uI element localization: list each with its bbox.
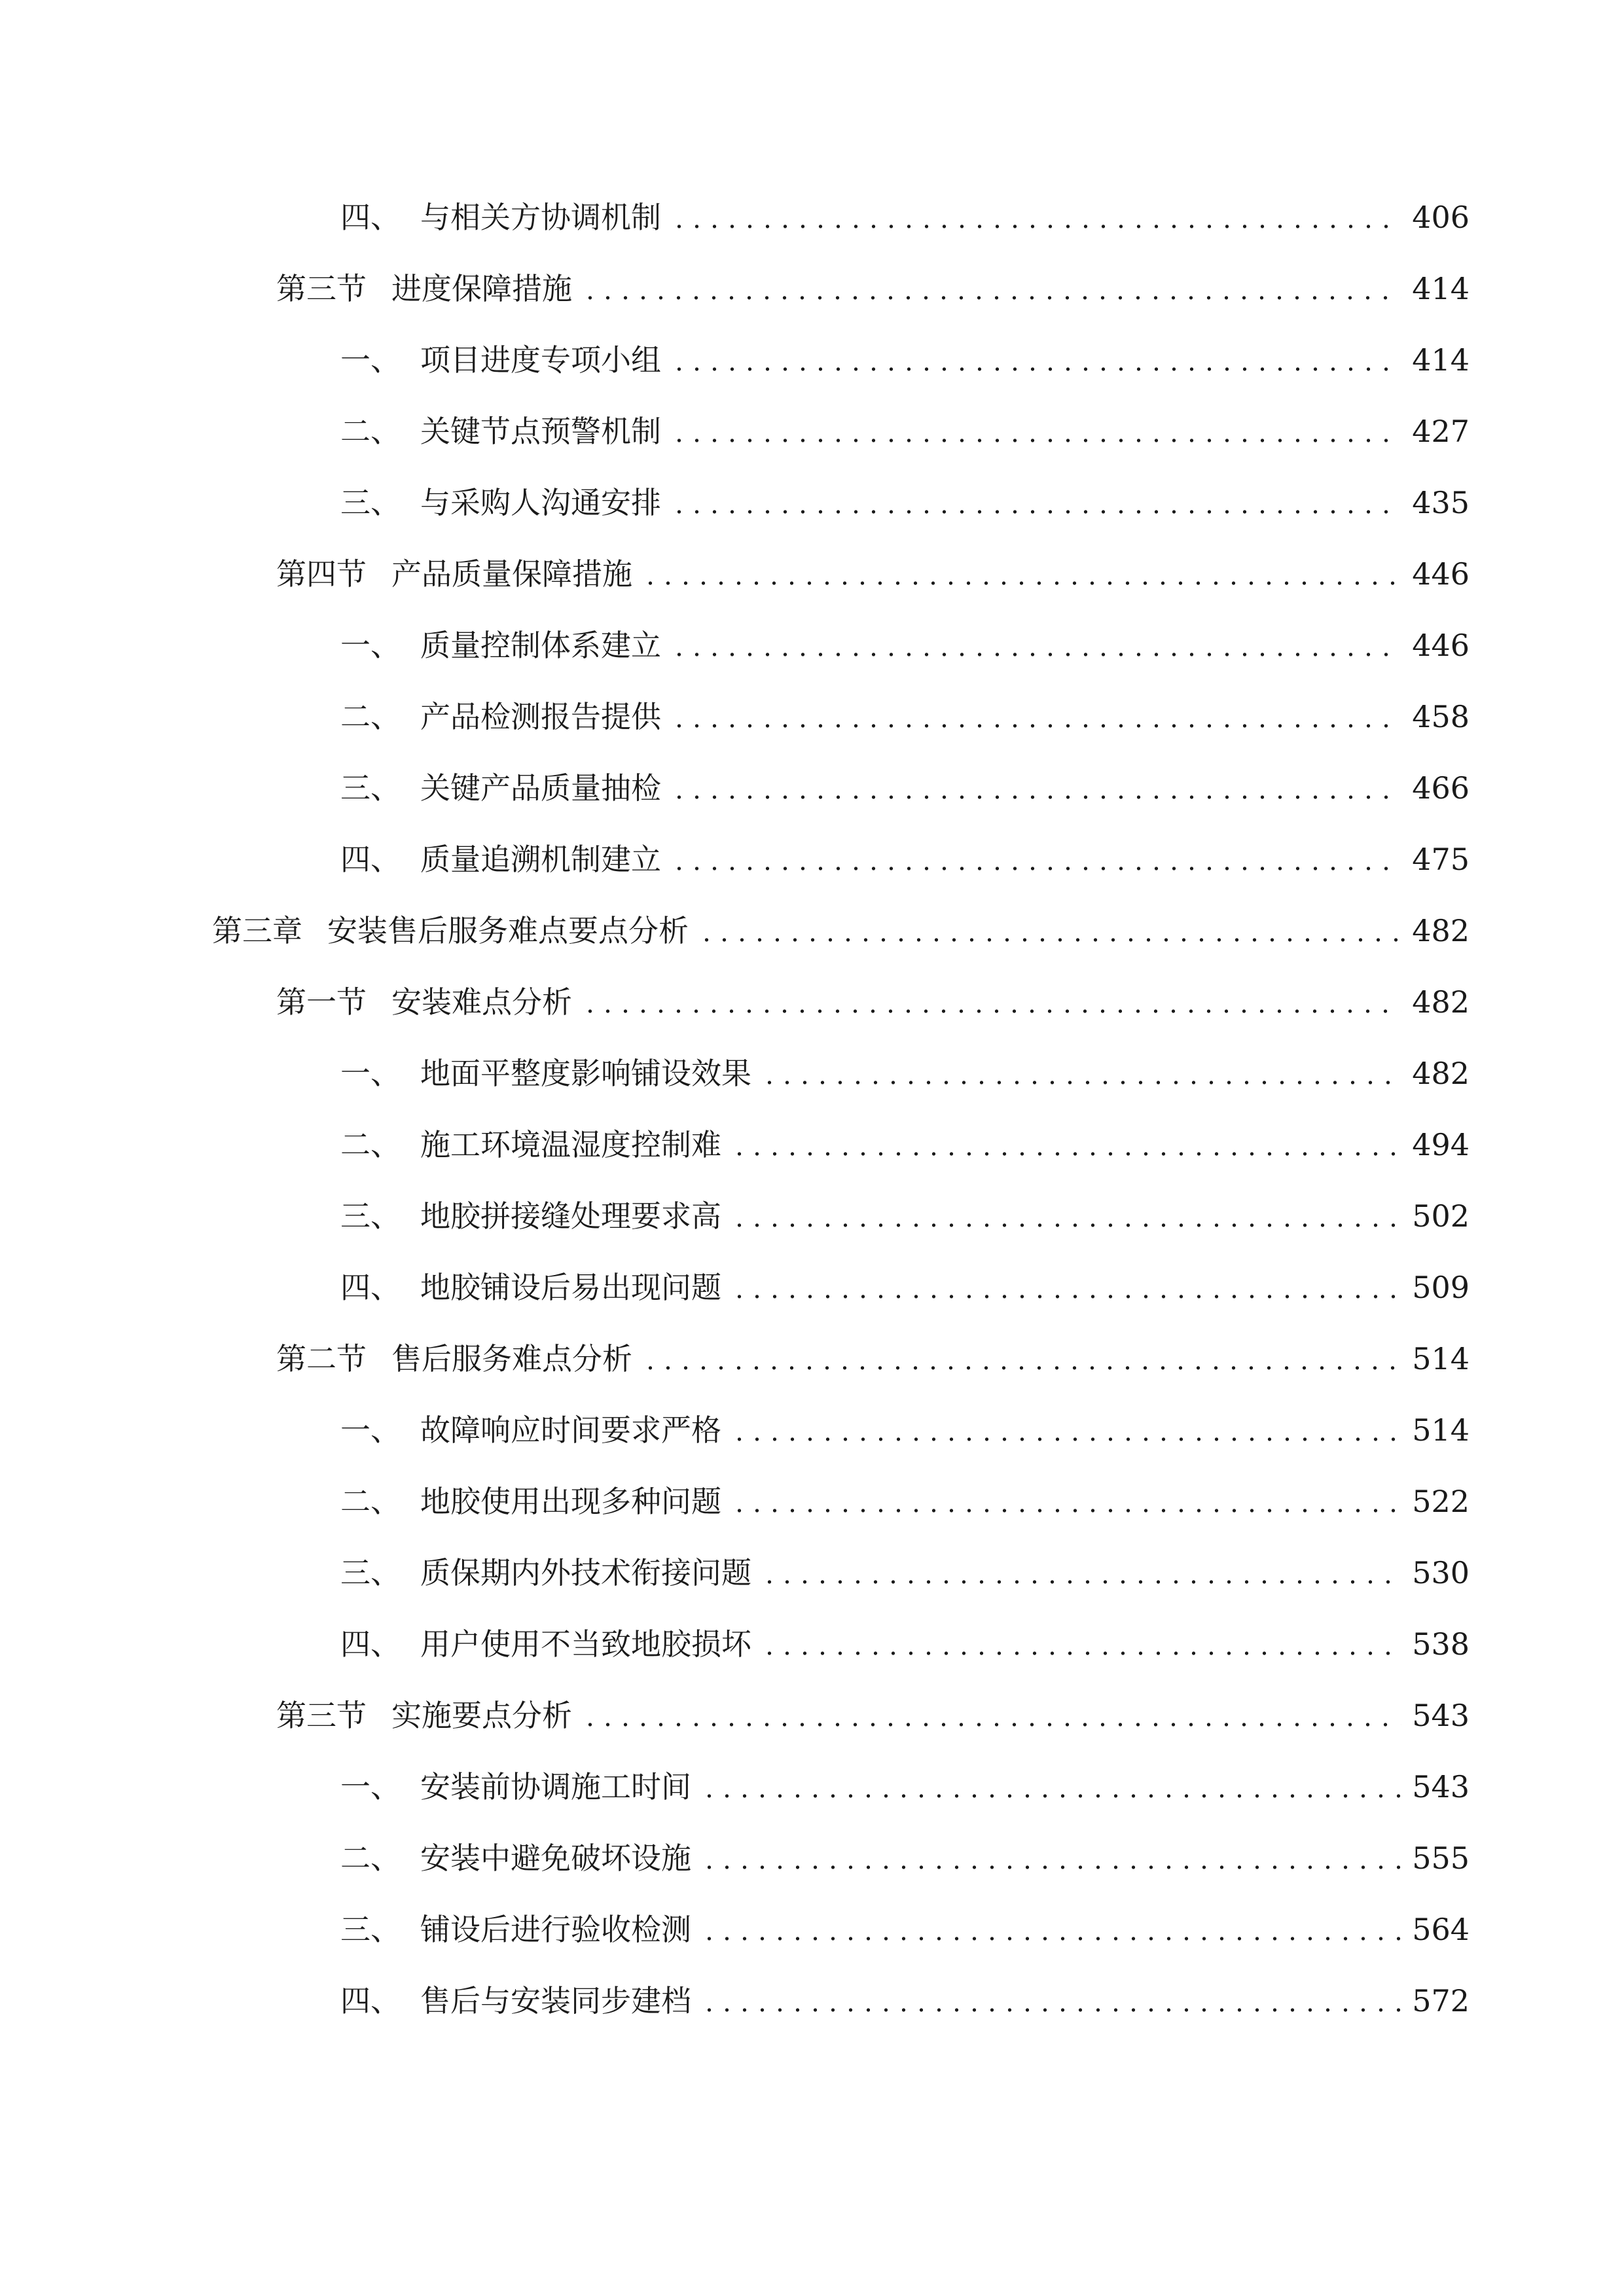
toc-entry-number: 三、 — [340, 1555, 401, 1590]
toc-entry[interactable] — [340, 1479, 1470, 1524]
toc-entry-number: 二、 — [340, 1127, 401, 1162]
toc-entry-title: 安装难点分析 — [391, 984, 572, 1020]
dot-leader — [731, 1509, 1401, 1513]
toc-entry-title: 关键节点预警机制 — [420, 414, 661, 449]
toc-entry-number: 二、 — [340, 699, 401, 734]
toc-entry[interactable] — [340, 1835, 1470, 1881]
toc-entry-number: 第一节 — [276, 984, 367, 1020]
toc-entry[interactable] — [340, 1050, 1470, 1096]
dot-leader — [731, 1295, 1401, 1299]
toc-entry[interactable] — [340, 1407, 1470, 1453]
toc-entry[interactable] — [340, 1550, 1470, 1596]
toc-entry-title: 实施要点分析 — [391, 1698, 572, 1733]
toc-entry-number: 第三节 — [276, 1698, 367, 1733]
toc-entry[interactable] — [340, 836, 1470, 882]
toc-entry[interactable] — [340, 1907, 1470, 1952]
toc-entry-title: 关键产品质量抽检 — [420, 770, 661, 806]
toc-entry-page: 564 — [1412, 1912, 1470, 1947]
toc-entry-page: 482 — [1412, 984, 1470, 1020]
toc-entry-number: 二、 — [340, 1840, 401, 1876]
toc-entry-page: 427 — [1412, 414, 1470, 449]
dot-leader — [761, 1081, 1401, 1085]
toc-entry-title: 安装售后服务难点要点分析 — [327, 913, 689, 948]
dot-leader — [731, 1152, 1401, 1156]
toc-entry-page: 414 — [1412, 271, 1470, 306]
toc-entry-title: 施工环境温湿度控制难 — [420, 1127, 721, 1162]
toc-entry-title: 故障响应时间要求严格 — [420, 1412, 721, 1448]
toc-entry-number: 一、 — [340, 1412, 401, 1448]
toc-entry-page: 482 — [1412, 913, 1470, 948]
toc-entry-page: 555 — [1412, 1840, 1470, 1876]
toc-entry-number: 三、 — [340, 770, 401, 806]
toc-entry-title: 地胶铺设后易出现问题 — [420, 1270, 721, 1305]
dot-leader — [731, 1223, 1401, 1227]
toc-entry-page: 446 — [1412, 628, 1470, 663]
toc-entry-title: 用户使用不当致地胶损坏 — [420, 1626, 751, 1662]
dot-leader — [700, 2008, 1401, 2012]
toc-entry-title: 产品检测报告提供 — [420, 699, 661, 734]
toc-entry-number: 第二节 — [276, 1341, 367, 1376]
toc-entry-page: 522 — [1412, 1484, 1470, 1519]
toc-entry-title: 产品质量保障措施 — [391, 556, 632, 592]
dot-leader — [670, 510, 1401, 514]
toc-entry-page: 502 — [1412, 1198, 1470, 1234]
toc-entry-title: 质保期内外技术衔接问题 — [420, 1555, 751, 1590]
toc-entry-title: 与采购人沟通安排 — [420, 485, 661, 520]
dot-leader — [670, 653, 1401, 656]
toc-entry-page: 446 — [1412, 556, 1470, 592]
dot-leader — [700, 1794, 1401, 1798]
toc-entry-title: 安装中避免破坏设施 — [420, 1840, 691, 1876]
toc-entry[interactable] — [340, 337, 1470, 383]
toc-entry-number: 一、 — [340, 1769, 401, 1804]
dot-leader — [731, 1437, 1401, 1441]
toc-entry-number: 二、 — [340, 414, 401, 449]
dot-leader — [700, 1937, 1401, 1941]
toc-entry-title: 质量追溯机制建立 — [420, 842, 661, 877]
toc-entry[interactable] — [340, 480, 1470, 526]
toc-entry[interactable] — [340, 1978, 1470, 2024]
dot-leader — [670, 724, 1401, 728]
toc-entry[interactable] — [340, 694, 1470, 740]
toc-entry-page: 514 — [1412, 1341, 1470, 1376]
toc-entry-page: 514 — [1412, 1412, 1470, 1448]
toc-entry[interactable] — [340, 622, 1470, 668]
toc-entry-page: 414 — [1412, 342, 1470, 378]
toc-entry[interactable] — [340, 1265, 1470, 1310]
toc-entry[interactable] — [340, 1122, 1470, 1168]
toc-entry-page: 543 — [1412, 1698, 1470, 1733]
toc-entry-number: 四、 — [340, 1983, 401, 2018]
toc-entry-title: 进度保障措施 — [391, 271, 572, 306]
toc-entry-number: 一、 — [340, 342, 401, 378]
dot-leader — [670, 367, 1401, 371]
toc-entry[interactable] — [276, 266, 1470, 312]
toc-entry[interactable] — [340, 1621, 1470, 1667]
toc-entry-page: 435 — [1412, 485, 1470, 520]
toc-entry-number: 三、 — [340, 485, 401, 520]
toc-entry-page: 530 — [1412, 1555, 1470, 1590]
toc-entry-title: 铺设后进行验收检测 — [420, 1912, 691, 1947]
toc-entry[interactable] — [212, 908, 1470, 954]
toc-entry-page: 475 — [1412, 842, 1470, 877]
dot-leader — [670, 439, 1401, 442]
toc-entry-number: 第四节 — [276, 556, 367, 592]
toc-entry-page: 406 — [1412, 200, 1470, 235]
toc-entry-number: 三、 — [340, 1198, 401, 1234]
dot-leader — [761, 1580, 1401, 1584]
toc-entry-number: 二、 — [340, 1484, 401, 1519]
toc-entry-number: 第三章 — [212, 913, 302, 948]
toc-entry-number: 三、 — [340, 1912, 401, 1947]
toc-entry-title: 售后与安装同步建档 — [420, 1983, 691, 2018]
toc-entry-page: 482 — [1412, 1056, 1470, 1091]
toc-entry[interactable] — [340, 194, 1470, 240]
toc-entry-page: 572 — [1412, 1983, 1470, 2018]
toc-entry-number: 四、 — [340, 1626, 401, 1662]
toc-entry-title: 售后服务难点分析 — [391, 1341, 632, 1376]
toc-entry-page: 458 — [1412, 699, 1470, 734]
toc-entry[interactable] — [276, 1693, 1470, 1738]
toc-entry-number: 第三节 — [276, 271, 367, 306]
toc-entry[interactable] — [276, 551, 1470, 597]
toc-entry-number: 一、 — [340, 1056, 401, 1091]
dot-leader — [641, 581, 1401, 585]
toc-entry-title: 项目进度专项小组 — [420, 342, 661, 378]
toc-entry-page: 543 — [1412, 1769, 1470, 1804]
dot-leader — [581, 296, 1401, 300]
dot-leader — [670, 795, 1401, 799]
toc-entry[interactable] — [276, 979, 1470, 1025]
dot-leader — [641, 1366, 1401, 1370]
toc-entry[interactable] — [340, 1764, 1470, 1810]
toc-entry-page: 538 — [1412, 1626, 1470, 1662]
dot-leader — [670, 867, 1401, 870]
toc-entry-title: 与相关方协调机制 — [420, 200, 661, 235]
toc-entry-title: 地胶使用出现多种问题 — [420, 1484, 721, 1519]
toc-entry-number: 四、 — [340, 1270, 401, 1305]
toc-entry-page: 466 — [1412, 770, 1470, 806]
toc-entry[interactable] — [340, 408, 1470, 454]
toc-entry-number: 四、 — [340, 200, 401, 235]
toc-entry-number: 一、 — [340, 628, 401, 663]
dot-leader — [761, 1651, 1401, 1655]
toc-entry-title: 质量控制体系建立 — [420, 628, 661, 663]
toc-entry-title: 安装前协调施工时间 — [420, 1769, 691, 1804]
dot-leader — [698, 938, 1401, 942]
toc-entry-page: 509 — [1412, 1270, 1470, 1305]
dot-leader — [581, 1009, 1401, 1013]
toc-entry[interactable] — [340, 765, 1470, 811]
toc-entry[interactable] — [340, 1193, 1470, 1239]
toc-entry-title: 地面平整度影响铺设效果 — [420, 1056, 751, 1091]
toc-entry-page: 494 — [1412, 1127, 1470, 1162]
dot-leader — [581, 1723, 1401, 1727]
toc-entry-title: 地胶拼接缝处理要求高 — [420, 1198, 721, 1234]
dot-leader — [700, 1865, 1401, 1869]
toc-entry[interactable] — [276, 1336, 1470, 1382]
toc-entry-number: 四、 — [340, 842, 401, 877]
dot-leader — [670, 224, 1401, 228]
